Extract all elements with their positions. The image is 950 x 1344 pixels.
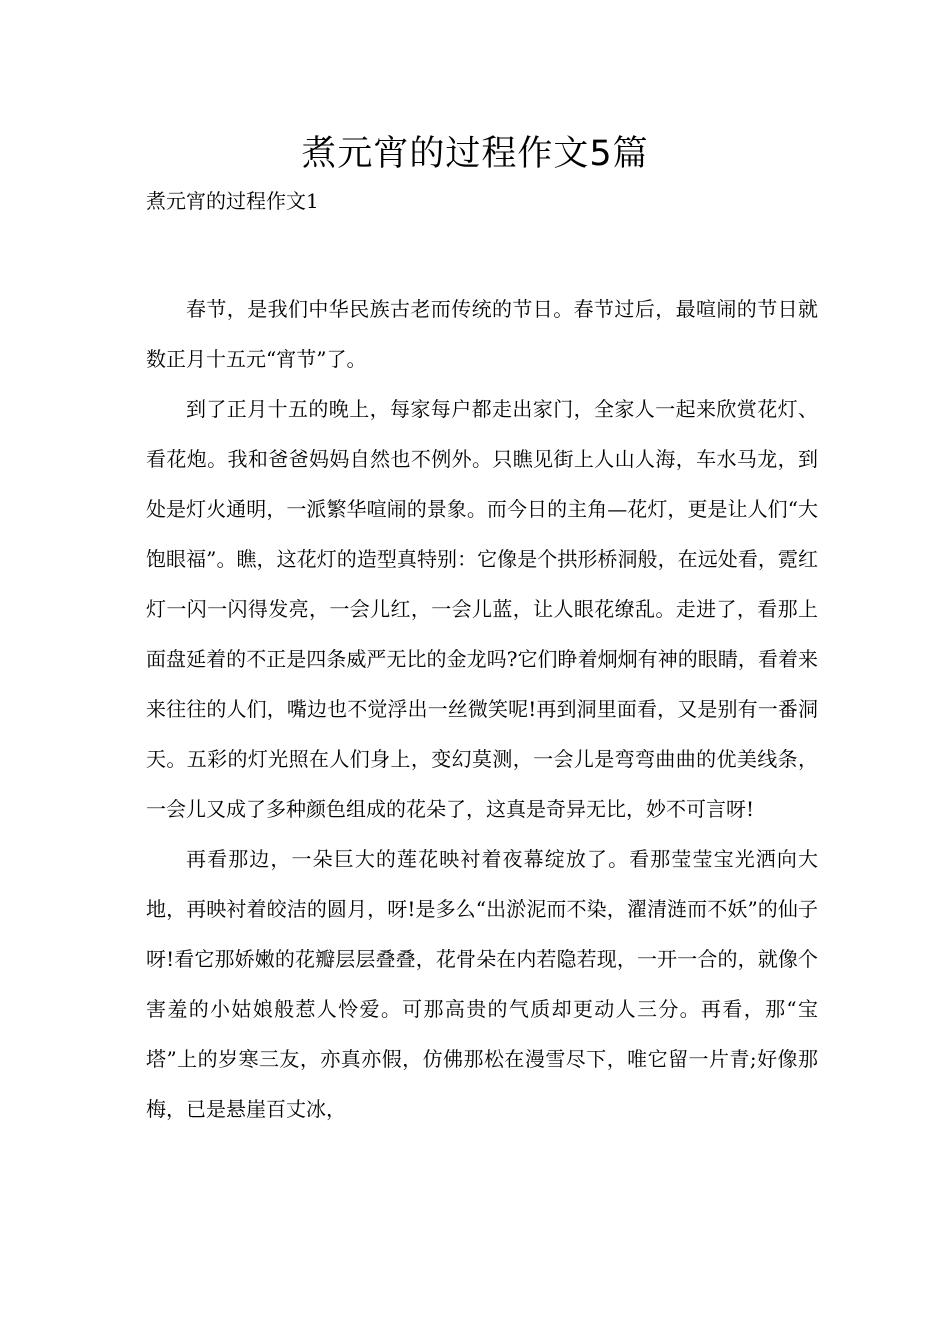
document-title: 煮元宵的过程作文5篇 — [301, 134, 649, 174]
article-body — [146, 284, 818, 1134]
section-heading: 煮元宵的过程作文1 — [146, 189, 319, 213]
paragraph: 再看那边，一朵巨大的莲花映衬着夜幕绽放了。看那莹莹宝光洒向大地，再映衬着皎洁的圆月，呀!是多么“出淤泥而不染，濯清涟而不妖”的仙子呀!看它那娇嫩的花瓣层层叠叠，花骨朵在内若隐若现，一开一合的，就像个害羞的小姑娘般惹人怜爱。可那高贵的气质却更动人三分。再看，那“宝塔”上的岁寒三友，亦真亦假，仿佛那松在漫雪尽下，唯它留一片青;好像那梅，已是悬崖百丈冰， — [146, 847, 818, 1121]
paragraph: 春节，是我们中华民族古老而传统的节日。春节过后，最喧闹的节日就数正月十五元“宵节”了。 — [146, 297, 818, 371]
paragraph: 到了正月十五的晚上，每家每户都走出家门，全家人一起来欣赏花灯、看花炮。我和爸爸妈妈自然也不例外。只瞧见街上人山人海，车水马龙，到处是灯火通明，一派繁华喧闹的景象。而今日的主角—花灯，更是让人们“大饱眼福”。瞧，这花灯的造型真特别：它像是个拱形桥洞般，在远处看，霓红灯一闪一闪得发亮，一会儿红，一会儿蓝，让人眼花缭乱。走进了，看那上面盘延着的不正是四条威严无比的金龙吗?它们睁着炯炯有神的眼睛，看着来来往往的人们，嘴边也不觉浮出一丝微笑呢!再到洞里面看，又是别有一番洞天。五彩的灯光照在人们身上，变幻莫测，一会儿是弯弯曲曲的优美线条，一会儿又成了多种颜色组成的花朵了，这真是奇异无比，妙不可言呀! — [146, 397, 818, 821]
